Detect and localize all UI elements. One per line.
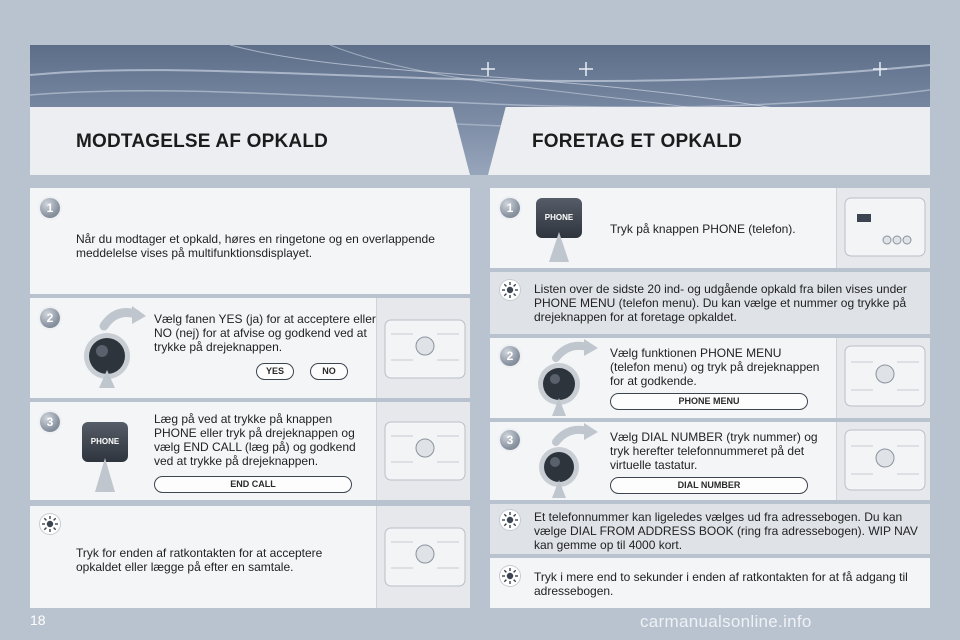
step-text: Når du modtager et opkald, høres en ringetone og en overlappende meddelelse vises på multifunktionsdisplayet.	[76, 232, 435, 260]
tip-text: Tryk i mere end to sekunder i enden af ratkontakten for at få adgang til adressebogen.	[534, 570, 908, 598]
phone-button-icon: PHONE	[82, 422, 128, 462]
rotary-knob-icon	[528, 422, 608, 500]
right-step2-panel	[490, 338, 930, 418]
left-step1-panel	[30, 188, 470, 294]
step-text: Vælg DIAL NUMBER (tryk nummer) og tryk herefter telefonnummeret på det virtuelle tastatur.	[610, 430, 818, 472]
rotary-knob-icon	[528, 338, 608, 420]
dial-number-option[interactable]: DIAL NUMBER	[610, 477, 808, 494]
phone-button-icon: PHONE	[536, 198, 582, 238]
right-tip2-panel	[490, 504, 930, 554]
step-badge: 2	[500, 346, 520, 366]
radio-unit-illustration	[376, 402, 470, 500]
radio-unit-illustration	[836, 422, 930, 500]
radio-unit-illustration	[836, 338, 930, 418]
radio-unit-illustration	[376, 298, 470, 398]
tip-text: Listen over de sidste 20 ind- og udgående opkald fra bilen vises under PHONE MENU (telefon menu). Du kan vælge et nummer og trykke på drejeknappen for at foretage opkaldet.	[534, 282, 907, 324]
yes-option[interactable]: YES	[256, 363, 294, 380]
page-number: 18	[30, 612, 46, 628]
lightbulb-icon	[500, 566, 520, 586]
end-call-option[interactable]: END CALL	[154, 476, 352, 493]
right-step1-panel	[490, 188, 930, 268]
lightbulb-icon	[40, 514, 60, 534]
step-text: Læg på ved at trykke på knappen PHONE eller tryk på drejeknappen og vælg END CALL (læg på) og godkend ved at trykke på drejeknappen.	[154, 412, 356, 468]
right-tip3-panel	[490, 558, 930, 608]
watermark: carmanualsonline.info	[640, 612, 812, 631]
right-tip1-panel	[490, 272, 930, 334]
press-arrow-icon	[95, 458, 115, 492]
lightbulb-icon	[500, 510, 520, 530]
lightbulb-icon	[500, 280, 520, 300]
tip-text: Tryk for enden af ratkontakten for at acceptere opkaldet eller lægge på efter en samtale.	[76, 546, 323, 574]
press-arrow-icon	[549, 232, 569, 262]
left-tip-panel	[30, 506, 470, 608]
radio-unit-illustration	[836, 188, 930, 268]
step-badge: 3	[40, 412, 60, 432]
left-step2-panel	[30, 298, 470, 398]
step-badge: 3	[500, 430, 520, 450]
step-text: Tryk på knappen PHONE (telefon).	[610, 222, 796, 236]
no-option[interactable]: NO	[310, 363, 348, 380]
step-text: Vælg fanen YES (ja) for at acceptere eller NO (nej) for at afvise og godkend ved at trykke på drejeknappen.	[154, 312, 376, 354]
step-text: Vælg funktionen PHONE MENU (telefon menu) og tryk på drejeknappen for at godkende.	[610, 346, 820, 388]
step-badge: 2	[40, 308, 60, 328]
step-badge: 1	[40, 198, 60, 218]
phone-menu-option[interactable]: PHONE MENU	[610, 393, 808, 410]
right-section-title: FORETAG ET OPKALD	[532, 131, 742, 152]
rotary-knob-icon	[74, 304, 154, 394]
right-step3-panel	[490, 422, 930, 500]
radio-unit-illustration	[376, 506, 470, 608]
tip-text: Et telefonnummer kan ligeledes vælges ud fra adressebogen. Du kan vælge DIAL FROM ADDRESS BOOK (ring fra adressebogen). WIP NAV kan gemme op til 4000 kort.	[534, 510, 918, 552]
step-badge: 1	[500, 198, 520, 218]
left-section-title: MODTAGELSE AF OPKALD	[76, 131, 329, 152]
left-step3-panel	[30, 402, 470, 500]
